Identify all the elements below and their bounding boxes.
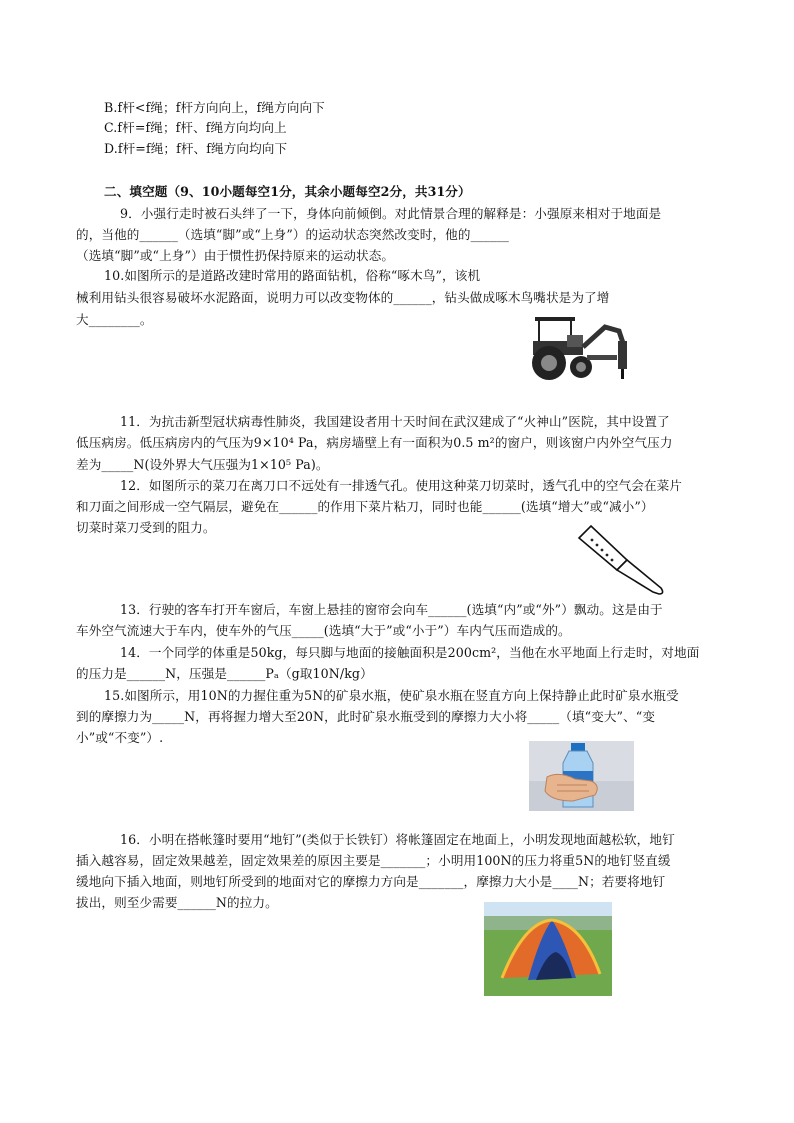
road-drill-machine-image — [527, 313, 642, 383]
q11-line-2: 低压病房。低压病房内的气压为9×10⁴ Pa，病房墙壁上有一面积为0.5 m²的窗户，则该窗户内外空气压力 — [76, 435, 673, 450]
q16-line-1: 16．小明在搭帐篷时要用“地钉”(类似于长铁钉）将帐篷固定在地面上，小明发现地面越松软，地钉 — [120, 832, 675, 847]
q10-line-3: 大________。 — [76, 312, 153, 327]
q9-line-3: （选填“脚”或“上身”）由于惯性扔保持原来的运动状态。 — [76, 248, 395, 263]
option-c: C.f杆=f绳；f杆、f绳方向均向上 — [104, 120, 287, 135]
q15-line-3: 小”或“不变”）. — [76, 730, 164, 745]
q9-line-2: 的，当他的______（选填“脚”或“上身”）的运动状态突然改变时，他的______ — [76, 227, 509, 242]
tent-image — [484, 902, 612, 996]
option-d: D.f杆=f绳；f杆、f绳方向均向下 — [104, 141, 288, 156]
q13-line-1: 13．行驶的客车打开车窗后，车窗上悬挂的窗帘会向车______(选填“内”或“外”）飘动。这是由于 — [120, 602, 663, 617]
q16-line-2: 插入越容易，固定效果越差，固定效果差的原因主要是_______；小明用100N的压力将重5N的地钉竖直缓 — [76, 853, 671, 868]
section-2-heading: 二、填空题（9、10小题每空1分，其余小题每空2分，共31分） — [104, 184, 471, 199]
water-bottle-hand-image — [529, 741, 634, 811]
q9-line-1: 9．小强行走时被石头绊了一下，身体向前倾倒。对此情景合理的解释是：小强原来相对于地面是 — [120, 206, 662, 221]
q12-line-3: 切菜时菜刀受到的阻力。 — [76, 520, 216, 535]
q16-line-4: 拔出，则至少需要______N的拉力。 — [76, 895, 278, 910]
q11-line-1: 11．为抗击新型冠状病毒性肺炎，我国建设者用十天时间在武汉建成了“火神山”医院，其中设置了 — [120, 414, 670, 429]
q11-line-3: 差为_____N(设外界大气压强为1×10⁵ Pa)。 — [76, 457, 329, 472]
q14-line-2: 的压力是______N，压强是______Pₐ（g取10N/kg） — [76, 666, 373, 681]
q16-line-3: 缓地向下插入地面，则地钉所受到的地面对它的摩擦力方向是_______，摩擦力大小是____N；若要将地钉 — [76, 874, 666, 889]
q12-line-1: 12．如图所示的菜刀在离刀口不远处有一排透气孔。使用这种菜刀切菜时，透气孔中的空气会在菜片 — [120, 478, 683, 493]
q15-line-1: 15.如图所示，用10N的力握住重为5N的矿泉水瓶，使矿泉水瓶在竖直方向上保持静止此时矿泉水瓶受 — [104, 688, 679, 703]
q15-line-2: 到的摩擦力为_____N，再将握力增大至20N，此时矿泉水瓶受到的摩擦力大小将_____（填“变大”、“变 — [76, 709, 656, 724]
q14-line-1: 14．一个同学的体重是50kg，每只脚与地面的接触面积是200cm²，当他在水平地面上行走时，对地面 — [120, 645, 700, 660]
kitchen-knife-image — [575, 522, 667, 596]
q10-line-2: 械利用钻头很容易破坏水泥路面，说明力可以改变物体的______，钻头做成啄木鸟嘴状是为了增 — [76, 290, 610, 305]
option-b: B.f杆<f绳；f杆方向向上，f绳方向向下 — [104, 100, 325, 115]
q12-line-2: 和刀面之间形成一空气隔层，避免在______的作用下菜片粘刀，同时也能______(选填“增大”或“减小”） — [76, 499, 654, 514]
q13-line-2: 车外空气流速大于车内，使车外的气压_____(选填“大于”或“小于”）车内气压而造成的。 — [76, 623, 571, 638]
q10-line-1: 10.如图所示的是道路改建时常用的路面钻机，俗称“啄木鸟”，该机 — [104, 268, 481, 283]
